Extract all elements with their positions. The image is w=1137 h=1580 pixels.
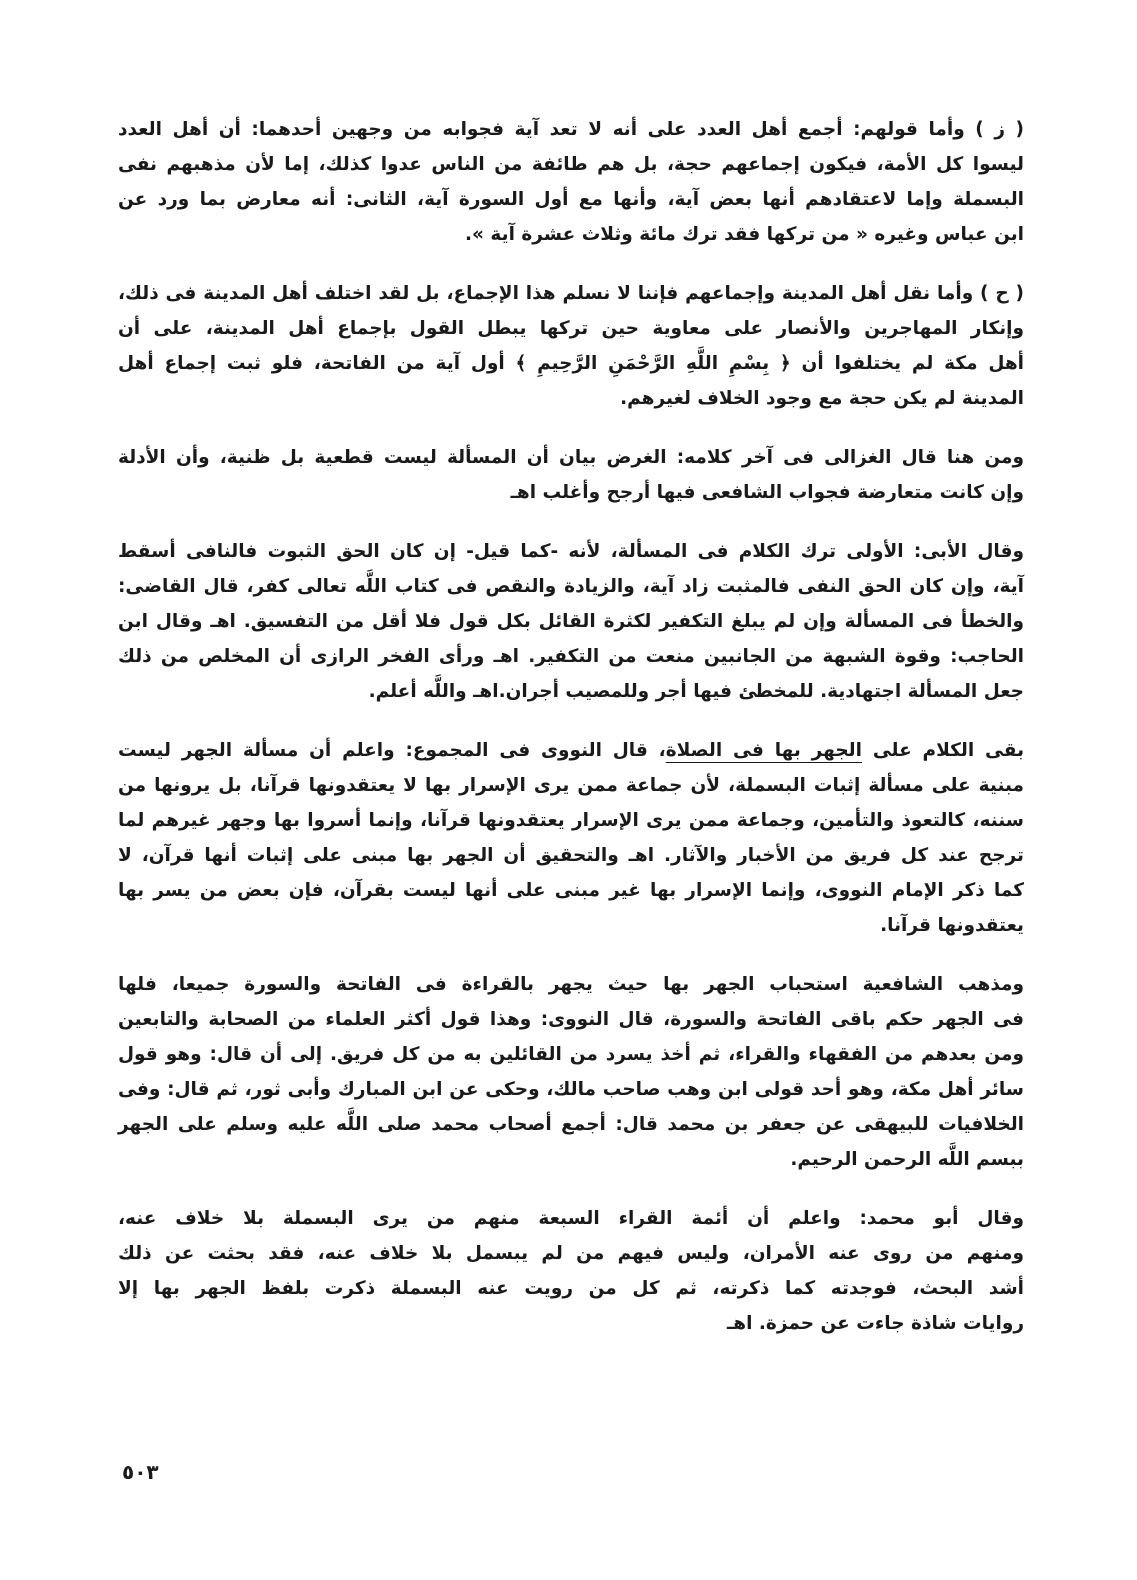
text-line: ومنهم من روى عنه الأمران، وليس فيهم من لم يبسمل بلا خلاف عنه، فقد بحثت عن ذلك [118, 1243, 1024, 1264]
paragraph [118, 534, 1024, 709]
text-line: ومذهب الشافعية استحباب الجهر بها حيث يجهر بالقراءة فى الفاتحة والسورة جميعا، فلها [118, 974, 1024, 995]
text-line: وإنكار المهاجرين والأنصار على معاوية حين تركها يبطل القول بإجماع أهل المدينة، على أن [118, 318, 1024, 339]
text-segment: بقى الكلام على [861, 740, 1025, 761]
text-line: أهل مكة لم يختلفوا أن ﴿ بِسْمِ اللَّهِ الرَّحْمَنِ الرَّحِيمِ ﴾ أول آية من الفاتحة، فلو ثبت إجماع أهل [118, 353, 1024, 374]
paragraph [118, 440, 1024, 510]
text-line: سائر أهل مكة، وهو أحد قولى ابن وهب صاحب مالك، وحكى عن ابن المبارك وأبى ثور، ثم قال: وفى [118, 1079, 1024, 1100]
text-line: أشد البحث، فوجدته كما ذكرته، ثم كل من رويت عنه البسملة ذكرت بلفظ الجهر بها إلا [118, 1278, 1024, 1299]
text-line [118, 733, 1024, 768]
underlined-phrase: الجهر بها فى الصلاة [665, 740, 862, 761]
text-line: البسملة وإما لاعتقادهم أنها بعض آية، وأنها مع أول السورة آية، الثانى: أنه معارض بما ورد عن [118, 189, 1024, 210]
paragraph [118, 1201, 1024, 1341]
text-line: ومن هنا قال الغزالى فى آخر كلامه: الغرض بيان أن المسألة ليست قطعية بل ظنية، وأن الأدلة [118, 447, 1024, 468]
text-line: يعتقدونها قرآنا. [880, 915, 1024, 936]
text-line: المدينة لم يكن حجة مع وجود الخلاف لغيرهم. [620, 388, 1024, 409]
text-line: سننه، كالتعوذ والتأمين، وجماعة ممن يرى الإسرار يعتقدونها قرآنا، وإنما أسروا بها وجهر غيرهم لما [118, 810, 1024, 831]
text-line: ترجح عند كل فريق من الأخبار والآثار. اهـ والتحقيق أن الجهر بها مبنى على إثبات أنها قرآن، لا [118, 845, 1024, 866]
text-line: وقال أبو محمد: واعلم أن أئمة القراء السبعة منهم من يرى البسملة بلا خلاف عنه، [118, 1208, 1024, 1229]
paragraph [118, 112, 1024, 252]
paragraph [118, 733, 1024, 943]
text-line: ( ز ) وأما قولهم: أجمع أهل العدد على أنه لا تعد آية فجوابه من وجهين أحدهما: أن أهل العدد [118, 119, 1024, 140]
text-line: جعل المسألة اجتهادية. للمخطئ فيها أجر وللمصيب أجران.اهـ واللَّه أعلم. [368, 681, 1024, 702]
text-line: آية، وإن كان الحق النفى فالمثبت زاد آية، والزيادة والنقص فى كتاب اللَّه تعالى كفر، قال القاضى: [118, 576, 1024, 597]
page-body [118, 112, 1024, 1365]
text-segment: ، قال النووى فى المجموع: واعلم أن مسألة الجهر ليست [118, 740, 666, 761]
text-line: ليسوا كل الأمة، فيكون إجماعهم حجة، بل هم طائفة من الناس عدوا كذلك، إما لأن مذهبهم نفى [118, 154, 1024, 175]
text-line: كما ذكر الإمام النووى، وإنما الإسرار بها غير مبنى على أنها ليست بقرآن، فإن بعض من يسر بها [118, 880, 1024, 901]
text-line: ( ح ) وأما نقل أهل المدينة وإجماعهم فإننا لا نسلم هذا الإجماع، بل لقد اختلف أهل المدينة فى ذلك، [118, 283, 1024, 304]
text-line: وقال الأبى: الأولى ترك الكلام فى المسألة، لأنه -كما قيل- إن كان الحق الثبوت فالنافى أسقط [118, 541, 1024, 562]
text-line: الخلافيات للبيهقى عن جعفر بن محمد قال: أجمع أصحاب محمد صلى اللَّه عليه وسلم على الجهر [118, 1114, 1024, 1135]
paragraph [118, 276, 1024, 416]
text-line: ابن عباس وغيره « من تركها فقد ترك مائة وثلاث عشرة آية ». [465, 224, 1024, 245]
text-line: وإن كانت متعارضة فجواب الشافعى فيها أرجح وأغلب اهـ [510, 482, 1024, 503]
text-line: والخطأ فى المسألة وإن لم يبلغ التكفير لكثرة القائل بكل قول فلا أقل من التفسيق. اهـ وقال ابن [118, 611, 1024, 632]
text-line: الحاجب: وقوة الشبهة من الجانبين منعت من التكفير. اهـ ورأى الفخر الرازى أن المخلص من ذلك [118, 646, 1024, 667]
text-line: روايات شاذة جاءت عن حمزة. اهـ [726, 1313, 1024, 1334]
text-line: فى الجهر حكم باقى الفاتحة والسورة، قال النووى: وهذا قول أكثر العلماء من الصحابة والتابعين [118, 1009, 1024, 1030]
text-line: ومن بعدهم من الفقهاء والقراء، ثم أخذ يسرد من القائلين به من كل فريق. إلى أن قال: وهو قول [118, 1044, 1024, 1065]
text-line: ببسم اللَّه الرحمن الرحيم. [790, 1149, 1024, 1170]
paragraph [118, 967, 1024, 1177]
text-line: مبنية على مسألة إثبات البسملة، لأن جماعة ممن يرى الإسرار بها لا يعتقدونها قرآنا، بل يرونها من [118, 775, 1024, 796]
page-number: ٥٠٣ [122, 1460, 159, 1484]
